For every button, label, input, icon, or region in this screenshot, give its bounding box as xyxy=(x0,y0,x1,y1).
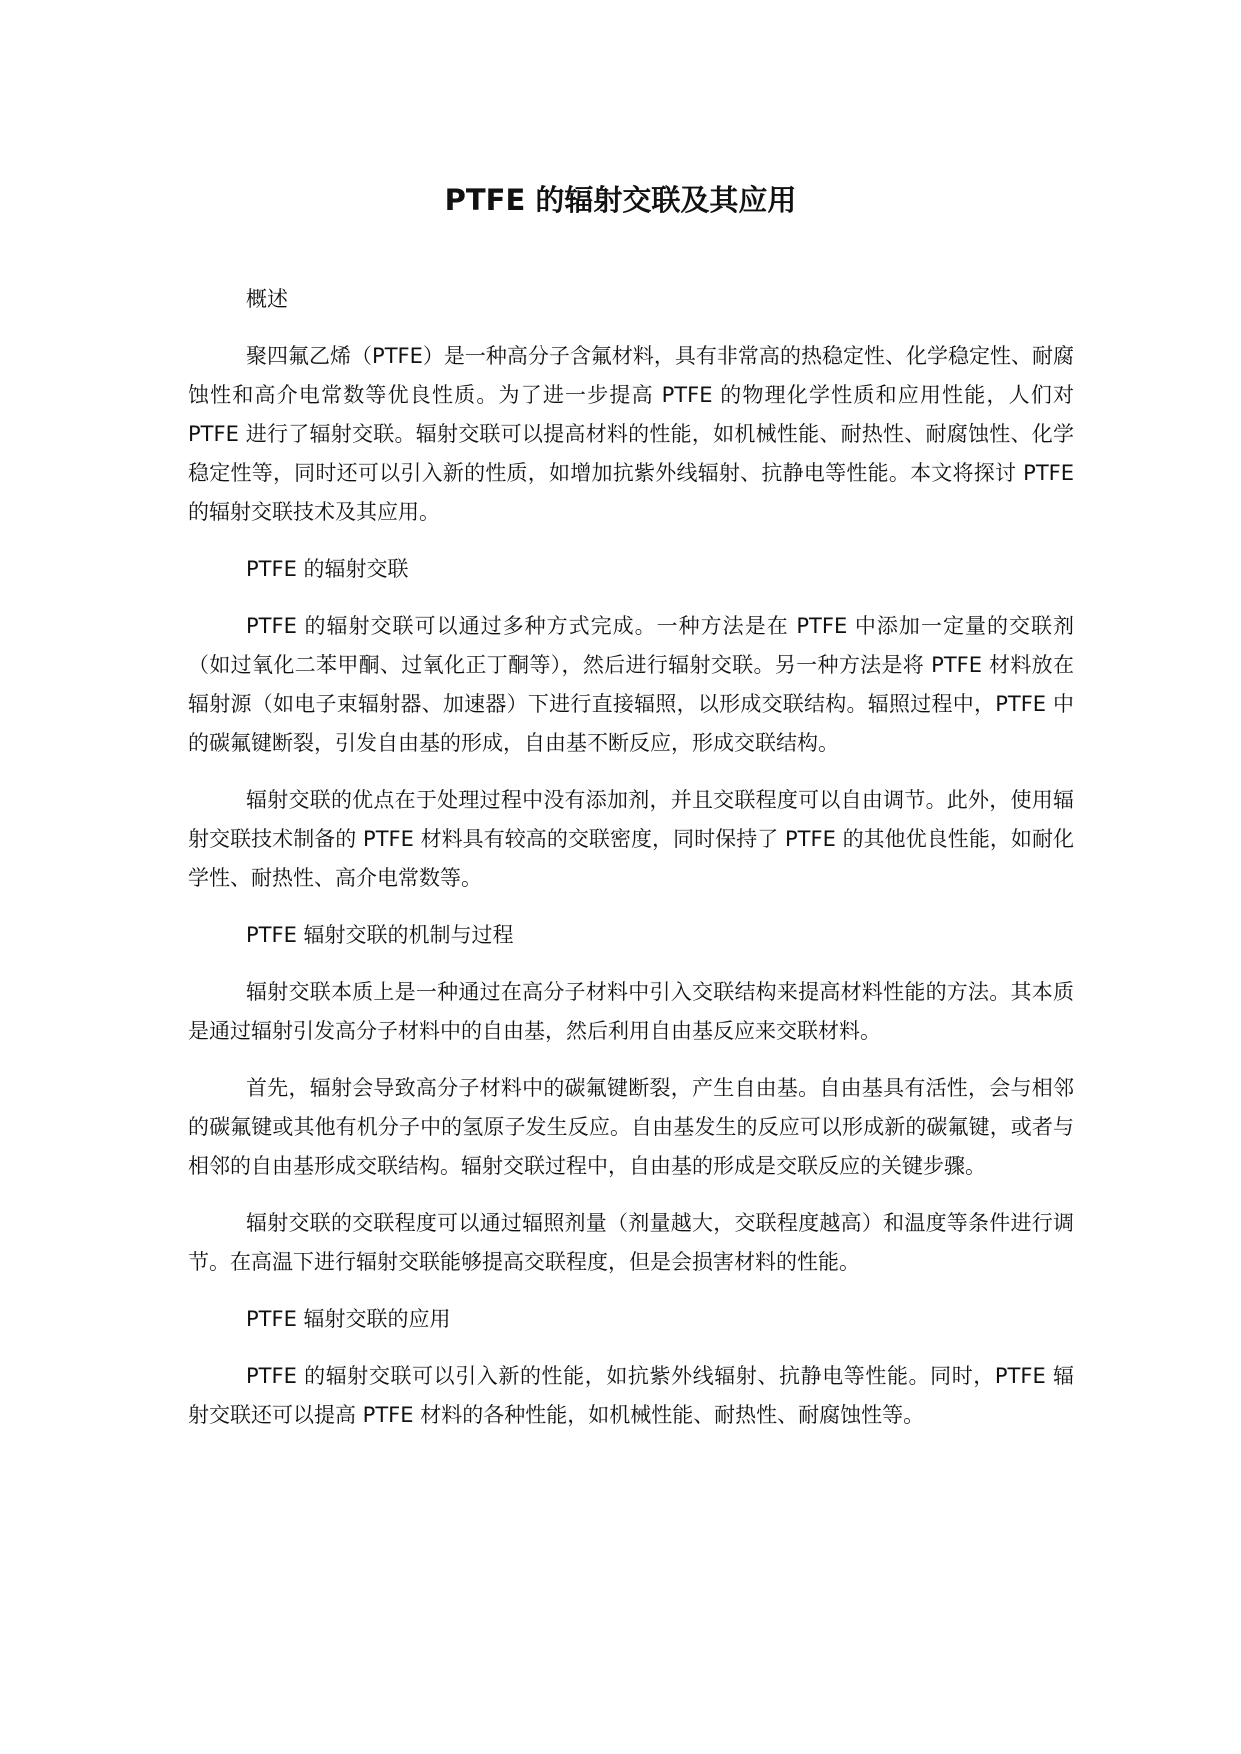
paragraph: PTFE 的辐射交联可以通过多种方式完成。一种方法是在 PTFE 中添加一定量的交联剂（如过氧化二苯甲酮、过氧化正丁酮等），然后进行辐射交联。另一种方法是将 PTFE 材料放在辐射源（如电子束辐射器、加速器）下进行直接辐照，以形成交联结构。辐照过程中，PTFE 中的碳氟键断裂，引发自由基的形成，自由基不断反应，形成交联结构。 xyxy=(188,614,1074,755)
document-body xyxy=(188,280,1074,1453)
section-heading-overview: 概述 xyxy=(246,287,288,311)
paragraph: PTFE 的辐射交联可以引入新的性能，如抗紫外线辐射、抗静电等性能。同时，PTFE 辐射交联还可以提高 PTFE 材料的各种性能，如机械性能、耐热性、耐腐蚀性等。 xyxy=(188,1364,1074,1427)
section-heading-applications: PTFE 辐射交联的应用 xyxy=(246,1307,451,1331)
paragraph: 首先，辐射会导致高分子材料中的碳氟键断裂，产生自由基。自由基具有活性，会与相邻的碳氟键或其他有机分子中的氢原子发生反应。自由基发生的反应可以形成新的碳氟键，或者与相邻的自由基形成交联结构。辐射交联过程中，自由基的形成是交联反应的关键步骤。 xyxy=(188,1076,1074,1178)
paragraph: 聚四氟乙烯（PTFE）是一种高分子含氟材料，具有非常高的热稳定性、化学稳定性、耐腐蚀性和高介电常数等优良性质。为了进一步提高 PTFE 的物理化学性质和应用性能，人们对 PTFE 进行了辐射交联。辐射交联可以提高材料的性能，如机械性能、耐热性、耐腐蚀性、化学稳定性等，同时还可以引入新的性质，如增加抗紫外线辐射、抗静电等性能。本文将探讨 PTFE 的辐射交联技术及其应用。 xyxy=(188,344,1074,524)
section-heading-radiation-crosslinking: PTFE 的辐射交联 xyxy=(246,557,409,581)
paragraph: 辐射交联本质上是一种通过在高分子材料中引入交联结构来提高材料性能的方法。其本质是通过辐射引发高分子材料中的自由基，然后利用自由基反应来交联材料。 xyxy=(188,980,1074,1043)
paragraph: 辐射交联的交联程度可以通过辐照剂量（剂量越大，交联程度越高）和温度等条件进行调节。在高温下进行辐射交联能够提高交联程度，但是会损害材料的性能。 xyxy=(188,1211,1074,1274)
document-title: PTFE 的辐射交联及其应用 xyxy=(444,183,797,217)
paragraph: 辐射交联的优点在于处理过程中没有添加剂，并且交联程度可以自由调节。此外，使用辐射交联技术制备的 PTFE 材料具有较高的交联密度，同时保持了 PTFE 的其他优良性能，如耐化学性、耐热性、高介电常数等。 xyxy=(188,788,1074,890)
section-heading-mechanism: PTFE 辐射交联的机制与过程 xyxy=(246,923,514,947)
